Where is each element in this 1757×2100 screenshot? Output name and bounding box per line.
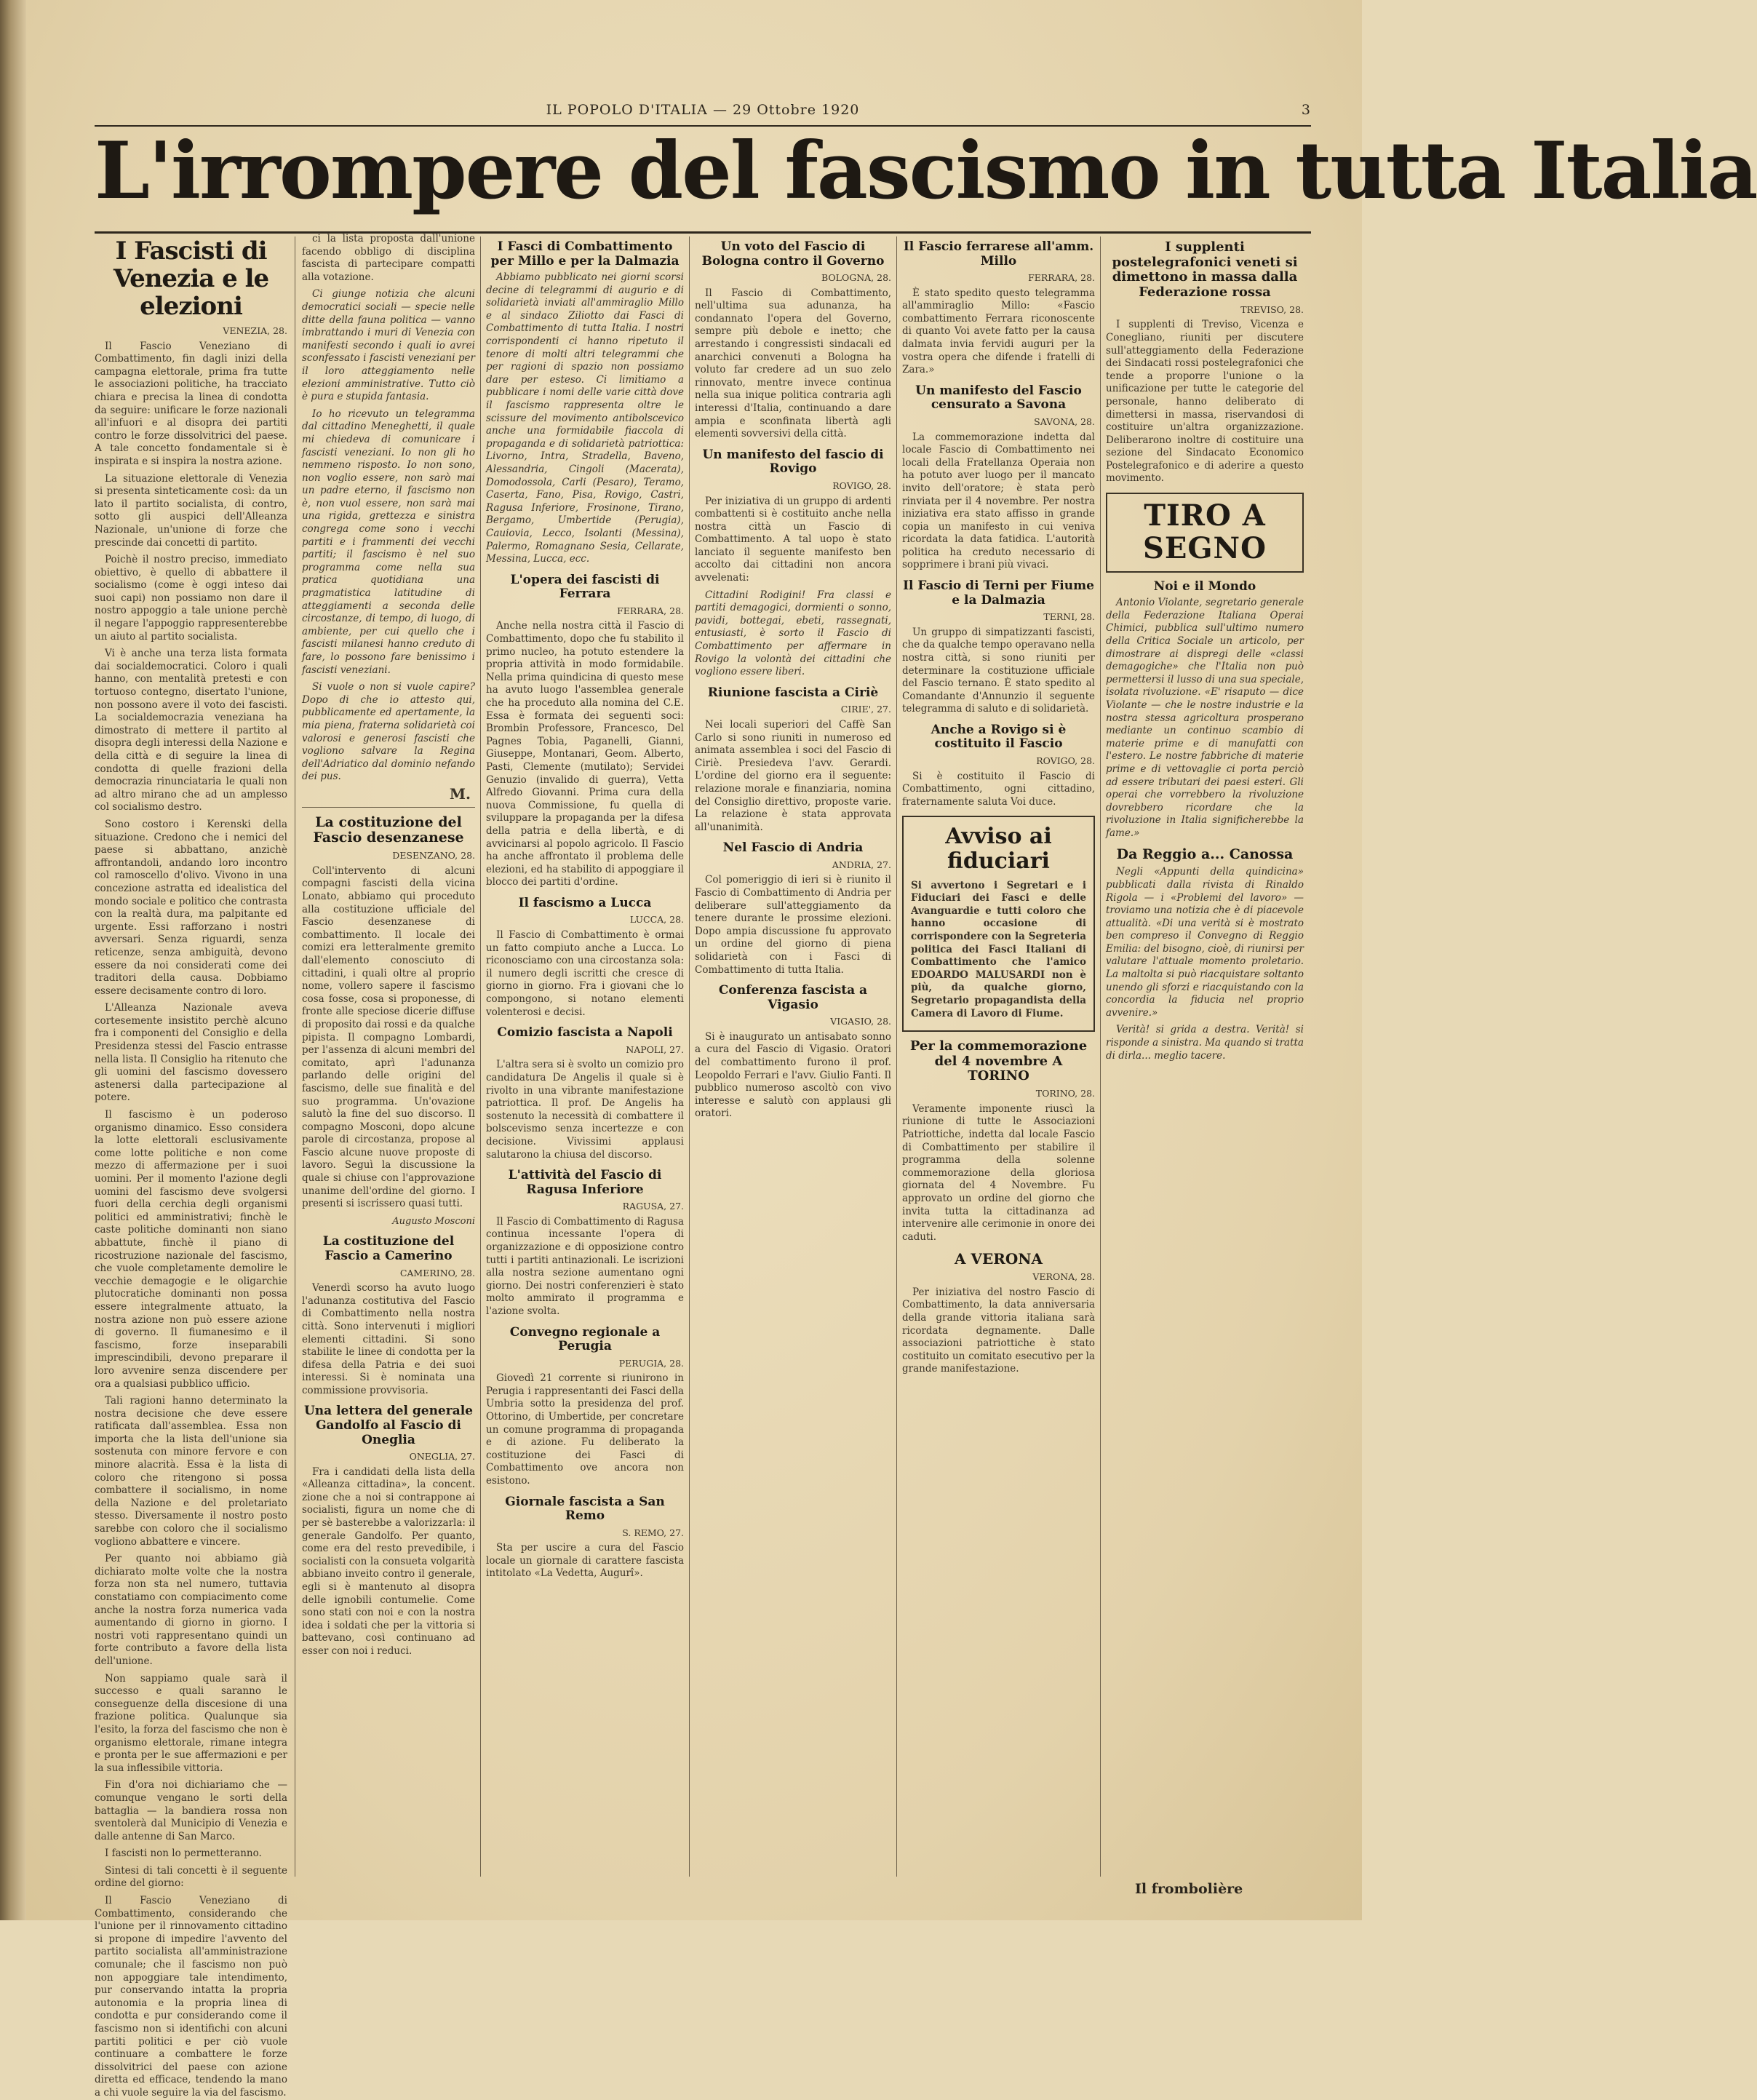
dateline: ROVIGO, 28. [832, 480, 891, 491]
paragraph: Sintesi di tali concetti è il seguente ordine del giorno: [95, 1864, 287, 1890]
dateline: VENEZIA, 28. [223, 325, 287, 336]
dateline: FERRARA, 28. [617, 605, 684, 616]
article-body: La commemorazione indetta dal locale Fascio di Combattimento nei locali della Fratellanza Operaia non ha potuto aver luogo per il mancato invito dell'oratore; è stata però rinviata per il 4 novembre. Per nostra iniziativa era stato affisso in grande copia un manifesto in cui veniva ricordata la data fatidica. L'autorità politica ha creduto necessario di sopprimere i brani più vivaci. [902, 431, 1095, 571]
signature-mark: M. [449, 784, 471, 803]
article-body: Veramente imponente riuscì la riunione di tutte le Associazioni Patriottiche, indetta dal locale Fascio di Combattimento per stabilire il programma della solenne commemorazione della gloriosa giornata del 4 Novembre. Fu approvato un ordine del giorno che invita tutta la cittadinanza ad intervenire alle cerimonie in onore dei caduti. [902, 1102, 1095, 1243]
article-body: Antonio Violante, segretario generale della Federazione Italiana Operai Chimici, pubblica sull'ultimo numero della Critica Sociale un articolo, per dimostrare ai dispregi delle «classi demagogiche» che l'Italia non può permettersi il lusso di una sua speciale, isolata rivoluzione. «E' risaputo — dice Violante — che le nostre industrie e la nostra stessa agricoltura prosperano mediante un continuo scambio di materie prime e di manufatti con l'estero. Le nostre fabbriche di materie prime e di vettovaglie ci porta perciò ad essere tributari dei paesi esteri. Gli operai che vorrebbero la rivoluzione dovrebbero ricordare che la rivoluzione in Italia significherebbe la fame.» [1106, 597, 1304, 839]
article-body: Il Fascio di Combattimento, nell'ultima sua adunanza, ha condannato l'opera del Governo, sempre più debole e inetto; che arrestando i congressisti sindacali ed anarchici convenuti a Bologna ha voluto far credere ad un suo zelo rinnovato, mentre invece continua nella sua inique politica contraria agli interessi d'Italia, continuando a dare ampia e sconfinata libertà agli elementi sovversivi della città. [695, 287, 891, 440]
page-number: 3 [1301, 102, 1311, 118]
column-3 [486, 233, 684, 1891]
dateline: ONEGLIA, 27. [409, 1451, 475, 1463]
article-title: I Fasci di Combattimento per Millo e per la Dalmazia [490, 239, 680, 269]
paragraph: La situazione elettorale di Venezia si presenta sinteticamente così: da un lato il partito socialista, di contro, sotto gli auspici dell'Alleanza Nazionale, un'unione di forze che prescinde dai concetti di partito. [95, 472, 287, 549]
binding-spine [0, 0, 26, 1920]
article-title: Un manifesto del Fascio censurato a Savona [915, 383, 1082, 413]
article-body: Anche nella nostra città il Fascio di Combattimento, dopo che fu stabilito il primo nucleo, ha potuto estendere la propria attività in modo formidabile. Nella prima quindicina di questo mese ha avuto luogo l'assemblea generale che ha proceduto alla nomina del C.E. Essa è formata dei seguenti soci: Brombin Professore, Francesco, Del Pagnes Tobia, Paganelli, Gianni, Giuseppe, Montanari, Geom. Alberto, Pasti, Clemente (mutilato); Servidei Genuzio (invalido di guerra), Vetta Alfredo Giovanni. Prima cura della nuova Commissione, fu quella di sviluppare la propaganda per la difesa della patria e della libertà, e di avvicinarsi al popolo agricolo. Il Fascio ha anche affrontato il problema delle elezioni, ed ha stabilito di appoggiare il blocco dei partiti d'ordine. [486, 620, 684, 888]
article-body: Si è inaugurato un antisabato sonno a cura del Fascio di Vigasio. Oratori del combattimento furono il prof. Leopoldo Ferrari e l'avv. Giulio Fanti. Il pubblico numeroso ascoltò con vivo interesse e salutò con applausi gli oratori. [695, 1030, 891, 1120]
article-body: Coll'intervento di alcuni compagni fascisti della vicina Lonato, abbiamo qui proceduto alla costituzione ufficiale del Fascio desenzanese di combattimento. Il locale dei comizi era letteralmente gremito dall'elemento conosciuto di cittadini, i quali oltre al proprio nome, vollero sapere il fascismo cosa fosse, cosa si proponesse, di fronte alle speciose dicerie diffuse di proposito dai rossi e da qualche pipista. Il compagno Lombardi, per l'assenza di alcuni membri del comitato, aprì l'adunanza parlando delle origini del fascismo, delle sue finalità e del suo programma. Un'ovazione salutò la fine del suo discorso. Il compagno Mosconi, dopo alcune parole di circostanza, propose al Fascio alcune nuove proposte di lavoro. Seguì la discussione la quale si chiuse con l'approvazione unanime dell'ordine del giorno. I presenti si iscrissero quasi tutti. [302, 864, 475, 1210]
notice-title: Avviso ai fiduciari [945, 824, 1052, 874]
article-body: Venerdì scorso ha avuto luogo l'adunanza costitutiva del Fascio di Combattimento nella nostra città. Sono intervenuti i migliori elementi cittadini. Si sono stabilite le linee di condotta per la difesa della Patria e dei suoi interessi. Si è nominata una commissione provvisoria. [302, 1282, 475, 1396]
notice-body: Si avvertono i Segretari e i Fiduciari dei Fasci e delle Avanguardie e tutti coloro che hanno occasione di corrispondere con la Segreteria politica dei Fasci Italiani di Combattimento che l'amico EDOARDO MALUSARDI non è più, da qualche giorno, Segretario propagandista della Camera di Lavoro di Fiume. [911, 879, 1086, 1019]
dateline: SAVONA, 28. [1034, 415, 1095, 427]
article-title: Il Fascio di Terni per Fiume e la Dalmazia [903, 578, 1094, 608]
paragraph: Fin d'ora noi dichiariamo che — comunque vengano le sorti della battaglia — la bandiera rossa non sventolerà dal Municipio di Venezia e dalle antenne di San Marco. [95, 1779, 287, 1842]
dateline: LUCCA, 28. [629, 914, 684, 926]
article-title: Conferenza fascista a Vigasio [718, 983, 868, 1012]
paragraph: Non sappiamo quale sarà il successo e quali saranno le conseguenze della discesione di una frazione politica. Qualunque sia l'esito, la forza del fascismo che non è organismo elettorale, rimane integra e pronta per le sue affermazioni e per la sua inflessibile vittoria. [95, 1672, 287, 1774]
article-title: Giornale fascista a San Remo [505, 1494, 665, 1524]
article-title: La costituzione del Fascio desenzanese [313, 814, 464, 846]
section-rule [302, 807, 475, 808]
column-subtitle: Noi e il Mondo [1153, 578, 1256, 594]
dateline: ANDRIA, 27. [832, 859, 891, 870]
closing-line: Verità! si grida a destra. Verità! si risponde a sinistra. Ma quando si tratta di dirla... meglio tacere. [1106, 1024, 1304, 1062]
article-title: Riunione fascista a Ciriè [707, 685, 879, 700]
paragraph: Io ho ricevuto un telegramma dal cittadino Meneghetti, il quale mi chiedeva di comunicare i fascisti veneziani. Io non gli ho nemmeno risposto. Io non sono, non voglio essere, non sarò mai un padre eterno, il fascismo non è, non vuol essere, non sarà mai una rigida, grettezza e sinistra congrega come sono i vecchi partiti e i frammenti dei vecchi partiti; il fascismo è nel suo programma come nella sua pratica quotidiana una pragmatistica latitudine di atteggiamenti a seconda delle circostanze, di tempo, di luogo, di ambiente, per cui quello che i fascisti milanesi hanno creduto di fare, lo possono fare benissimo i fascisti veneziani. [302, 407, 475, 676]
column-5 [902, 233, 1095, 1891]
column-rule [896, 236, 897, 1877]
article-title: Nel Fascio di Andria [722, 840, 864, 856]
paragraph: Per quanto noi abbiamo già dichiarato molte volte che la nostra forza non sta nel numero, tuttavia constatiamo con compiacimento come anche la nostra forza numerica vada aumentando di giorno in giorno. I nostri voti rappresentano quindi un forte contributo a favore della lista dell'unione. [95, 1553, 287, 1667]
article-title: La costituzione del Fascio a Camerino [322, 1234, 455, 1263]
article-body: I supplenti di Treviso, Vicenza e Conegliano, riuniti per discutere sull'atteggiamento della Federazione dei Sindacati rossi postelegrafonici che tende a proporre l'unione o la unificazione per tutte le categorie del personale, hanno deliberato di dimettersi in massa, riservandosi di costituire un'altra organizzazione. Deliberarono inoltre di costituire una sezione del Sindacato Economico Postelegrafonico e di aderire a questo movimento. [1106, 319, 1304, 485]
article-body: Sta per uscire a cura del Fascio locale un giornale di carattere fascista intitolato «La Vedetta, Augurî». [486, 1542, 684, 1580]
dateline: FERRARA, 28. [1028, 272, 1095, 284]
article-title: I Fascisti di Venezia e le elezioni [113, 236, 269, 321]
dateline: VIGASIO, 28. [830, 1016, 891, 1027]
main-headline: L'irrompere del fascismo in tutta Italia [95, 125, 1757, 217]
dateline: TORINO, 28. [1035, 1088, 1095, 1099]
article-body: Si è costituito il Fascio di Combattimento, ogni cittadino, fraternamente saluta Voi duce. [902, 770, 1095, 808]
paragraph: Il Fascio Veneziano di Combattimento, considerando che l'unione per il rinnovamento cittadino si propone di impedire l'avvento del partito socialista all'amministrazione comunale; che il fascismo non può non appoggiare tale intendimento, pur conservando intatta la propria autonomia e la propria linea di condotta e pur considerando come il fascismo non si identifichi con alcuni partiti politici e per ciò vuole continuare a combattere le forze dissolvitrici del paese con azione diretta ed efficace, tendendo la mano a chi vuole seguire la via del fascismo. [95, 1895, 287, 2099]
dateline: TREVISO, 28. [1240, 303, 1304, 315]
paragraph: Si vuole o non si vuole capire? Dopo di che io attesto qui, pubblicamente ed apertamente, la mia piena, fraterna solidarietà coi valorosi e generosi fascisti che vogliono salvare la Regina dell'Adriatico dal dominio nefando dei pus. [302, 681, 475, 783]
article-body: Il Fascio di Combattimento è ormai un fatto compiuto anche a Lucca. Lo riconosciamo con una circostanza sola: il numero degli iscritti che cresce di giorno in giorno. Fra i giovani che lo compongono, si notano elementi volenterosi e decisi. [486, 929, 684, 1018]
article-body: Giovedì 21 corrente si riunirono in Perugia i rappresentanti dei Fasci della Umbria sotto la presidenza del prof. Ottorino, di Umbertide, per concretare un comune programma di propaganda e di azione. Fu deliberato la costituzione dei Fasci di Combattimento ove ancora non esistono. [486, 1372, 684, 1487]
dateline: CAMERINO, 28. [399, 1267, 475, 1278]
column-rule [480, 236, 481, 1877]
dateline: RAGUSA, 27. [622, 1201, 684, 1212]
running-head-text: IL POPOLO D'ITALIA — 29 Ottobre 1920 [546, 102, 860, 118]
column-6 [1106, 233, 1304, 1891]
paragraph: I fascisti non lo permetteranno. [105, 1848, 262, 1860]
article-quote: Cittadini Rodigini! Fra classi e partiti demagogici, dormienti o sonno, pavidi, bottegai, ebeti, rassegnati, entusiasti, è sorto il Fascio di Combattimento per affermare in Rovigo la volontà dei cittadini che vogliono essere liberi. [695, 589, 891, 678]
paragraph: Il Fascio Veneziano di Combattimento, fin dagli inizi della campagna elettorale, prima fra tutte le associazioni politiche, ha tracciato chiara e precisa la linea di condotta da seguire: unificare le forze nazionali all'infuori e al disopra dei partiti contro le forze dissolvitrici del paese. A tale concetto fondamentale si è inspirata e si inspira la nostra azione. [95, 340, 287, 467]
dateline: TERNI, 28. [1043, 611, 1095, 623]
article-title: Una lettera del generale Gandolfo al Fascio di Oneglia [303, 1404, 473, 1447]
dateline: DESENZANO, 28. [392, 850, 475, 862]
column-signature: Il frombolière [1135, 1881, 1243, 1897]
notice-box [902, 816, 1095, 1032]
article-body: Il Fascio di Combattimento di Ragusa continua incessante l'opera di organizzazione e di opposizione contro tutti i partiti antinazionali. Le iscrizioni alla nostra sezione aumentano ogni giorno. Dei nostri conferenzieri è stato molto ammirato il programma e l'azione svolta. [486, 1215, 684, 1317]
signature: Augusto Mosconi [392, 1215, 475, 1227]
paragraph: Tali ragioni hanno determinato la nostra decisione che deve essere ratificata dall'assemblea. Essa non importa che la lista dell'unione sia sostenuta con minore fervore e con minore alacrità. Essa è la lista di coloro che ritengono si possa combattere il socialismo, in nome della Nazione e del proletariato stesso. Diversamente il nostro posto sarebbe con coloro che il socialismo vogliono abbattere e vincere. [95, 1395, 287, 1548]
article-body: Abbiamo pubblicato nei giorni scorsi decine di telegrammi di augurio e di solidarietà inviati all'ammiraglio Millo e al sindaco Ziliotto dai Fasci di Combattimento di tutta Italia. I nostri corrispondenti ci hanno ripetuto il tenore di molti altri telegrammi che per ragioni di spazio non possiamo dare per esteso. Ci limitiamo a pubblicare i nomi delle varie città dove il fascismo rappresenta oltre le scissure del movimento antibolscevico anche una formidabile fiaccola di propaganda e di solidarietà patriottica: Livorno, Intra, Stradella, Baveno, Alessandria, Cingoli (Macerata), Domodossola, Carli (Pesaro), Teramo, Caserta, Fano, Pisa, Rovigo, Castri, Ragusa Inferiore, Frosinone, Tirano, Bergamo, Umbertide (Perugia), Cauiovia, Lecco, Isolanti (Messina), Palermo, Romagnano Sesia, Cellarate, Messina, Lucca, ecc. [486, 271, 684, 565]
paragraph: Il fascismo è un poderoso organismo dinamico. Esso considera la lotte elettorali esclusivamente come lotte politiche e non come mezzo di affermazione per i suoi uomini. Per il momento l'azione degli uomini del fascismo deve svolgersi fuori della cerchia degli organismi politici ed amministrativi; finchè le caste politiche dominanti non siano abbattute, finchè il piano di ricostruzione nazionale del fascismo, che vuole completamente demolire le vecchie demagogie e le oligarchie plutocratiche dominanti non possa essere integralmente attuato, la nostra azione non può essere azione di governo. Il fiumanesimo e il fascismo, forze inseparabili imprescindibili, devono preparare il loro avvenire senza discendere per ora a qualsiasi pubblico ufficio. [95, 1109, 287, 1390]
article-title: Un voto del Fascio di Bologna contro il Governo [701, 239, 885, 269]
article-body: L'altra sera si è svolto un comizio pro candidatura De Angelis il quale si è rivolto in una vibrante manifestazione patriottica. Il prof. De Angelis ha sostenuto la necessità di combattere il bolscevismo senza incertezze e con decisione. Vivissimi applausi salutarono la chiusa del discorso. [486, 1059, 684, 1161]
column-title: TIRO A SEGNO [1143, 498, 1267, 565]
dateline: ROVIGO, 28. [1036, 755, 1095, 766]
column-4 [695, 233, 891, 1891]
article-body: Col pomeriggio di ieri si è riunito il Fascio di Combattimento di Andria per deliberare sull'atteggiamento da tenere durante le prossime elezioni. Dopo ampia discussione fu approvato un ordine del giorno di piena solidarietà con i Fasci di Combattimento di tutta Italia. [695, 874, 891, 976]
column-2 [302, 233, 475, 1891]
paragraph: L'Alleanza Nazionale aveva cortesemente insistito perchè alcuno fra i componenti del Consiglio e della Presidenza stessi del Fascio entrasse nella lista. Il Consiglio ha ritenuto che gli uomini del fascismo dovessero astenersi dalla partecipazione al potere. [95, 1002, 287, 1104]
dateline: S. REMO, 27. [622, 1527, 684, 1538]
column-rule [689, 236, 690, 1877]
article-body: È stato spedito questo telegramma all'ammiraglio Millo: «Fascio combattimento Ferrara riconoscente di quanto Voi avete fatto per la causa dalmata invia fervidi auguri per la vostra opera che difende i fratelli di Zara.» [902, 287, 1095, 376]
dateline: NAPOLI, 27. [626, 1043, 684, 1055]
article-title: L'attività del Fascio di Ragusa Inferiore [508, 1168, 662, 1197]
dateline: PERUGIA, 28. [618, 1357, 684, 1369]
paragraph: Sono costoro i Kerenski della situazione. Credono che i nemici del paese si abbattano, anzichè affrontandoli, andando loro incontro col ramoscello d'olivo. Vivono in una concezione astratta ed idealistica del mondo sociale e politico che contrasta con la realtà dura, ma palpitante ed urgente. Essi rafforzano i nostri avversari. Senza riguardi, senza reticenze, senza ambiguità, devono essere da noi considerati come dei traditori della causa. Dobbiamo essere decisamente contro di loro. [95, 818, 287, 997]
article-title: L'opera dei fascisti di Ferrara [510, 572, 660, 602]
column-rule [1100, 236, 1101, 1877]
column-box [1106, 493, 1304, 573]
article-body: Nei locali superiori del Caffè San Carlo si sono riuniti in numeroso ed animata assemblea i soci del Fascio di Ciriè. Presiedeva l'avv. Gerardi. L'ordine del giorno era il seguente: relazione morale e finanziaria, nomina del Consiglio direttivo, proposte varie. La relazione è stata approvata all'unanimità. [695, 718, 891, 833]
article-title: I supplenti postelegrafonici veneti si dimettono in massa dalla Federazione rossa [1112, 239, 1298, 301]
article-title: Il Fascio ferrarese all'amm. Millo [903, 239, 1094, 269]
article-title: Convegno regionale a Perugia [509, 1324, 661, 1354]
article-title: A VERONA [954, 1250, 1043, 1268]
paragraph: Vi è anche una terza lista formata dai socialdemocratici. Coloro i quali hanno, con mentalità pretesti e con tortuoso contegno, disertato l'unione, non possono avere il voto dei fascisti. La socialdemocrazia veneziana ha dimostrato di mettere il partito al disopra degli interessi della Nazione e della città e di seguire la linea di condotta di quelle frazioni della democrazia rinunciataria le quali non ad altro mirano che ad un amplesso col socialismo destro. [95, 648, 287, 814]
article-body: Negli «Appunti della quindicina» pubblicati dalla rivista di Rinaldo Rigola — i «Problemi del lavoro» — troviamo una notizia che è di piacevole attualità. «Di una verità si è mostrato ben compreso il Convegno di Reggio Emilia: del bisogno, cioè, di riunirsi per valutare l'attuale momento proletario. La maltolta si può riacquistare soltanto unendo gli sforzi e riacquistando con la concordia la fiducia nel proprio avvenire.» [1106, 866, 1304, 1019]
article-body: Per iniziativa di un gruppo di ardenti combattenti si è costituito anche nella nostra città un Fascio di Combattimento. A tal uopo è stato lanciato il seguente manifesto ben accolto dai cittadini non ancora avvelenati: [695, 495, 891, 584]
dateline: CIRIE', 27. [840, 704, 891, 715]
column-1 [95, 233, 287, 2099]
article-body: Fra i candidati della lista della «Alleanza cittadina», la concent. zione che a noi si contrappone ai socialisti, figura un nome che di per sè basterebbe a valorizzarla: il generale Gandolfo. Per quanto, come era del resto prevedibile, i socialisti con la consueta volgarità abbiano inveito contro il generale, egli si è mantenuto al disopra delle ignobili contumelie. Come sono stati con noi e con la nostra idea i soldati che per la vittoria si battevano, così continuano ad esser con noi i reduci. [302, 1465, 475, 1658]
article-title: Da Reggio a... Canossa [1116, 846, 1294, 863]
article-title: Il fascismo a Lucca [518, 895, 652, 910]
dateline: VERONA, 28. [1032, 1271, 1095, 1283]
paragraph: ci la lista proposta dall'unione facendo obbligo di disciplina fascista di partecipare compatti alla votazione. [302, 233, 475, 283]
dateline: BOLOGNA, 28. [821, 272, 891, 284]
article-title: Anche a Rovigo si è costituito il Fascio [931, 722, 1067, 752]
article-title: Un manifesto del fascio di Rovigo [702, 447, 884, 477]
paragraph: Ci giunge notizia che alcuni democratici sociali — specie nelle ditte della fauna politica — vanno imbrattando i muri di Venezia con manifesti secondo i quali io avrei sconfessato i fascisti veneziani per il loro atteggiamento nelle elezioni amministrative. Tutto ciò è pura e stupida fantasia. [302, 288, 475, 403]
article-body: Per iniziativa del nostro Fascio di Combattimento, la data anniversaria della grande vittoria italiana sarà ricordata degnamente. Dalle associazioni patriottiche è stato costituito un comitato esecutivo per la grande manifestazione. [902, 1286, 1095, 1375]
article-title: Comizio fascista a Napoli [497, 1025, 673, 1041]
article-title: Per la commemorazione del 4 novembre A TORINO [909, 1038, 1088, 1084]
article-body: Un gruppo di simpatizzanti fascisti, che da qualche tempo operavano nella nostra città, si sono riuniti per determinare la costituzione ufficiale del Fascio ternano. È stato spedito al Comandante d'Annunzio il seguente telegramma di saluto e di solidarietà. [902, 626, 1095, 715]
paragraph: Poichè il nostro preciso, immediato obiettivo, è quello di abbattere il socialismo (come è oggi inteso dai suoi capi) non possiamo non dare il nostro appoggio a tale unione perchè il negare l'appoggio rappresenterebbe un aiuto al partito socialista. [95, 554, 287, 643]
